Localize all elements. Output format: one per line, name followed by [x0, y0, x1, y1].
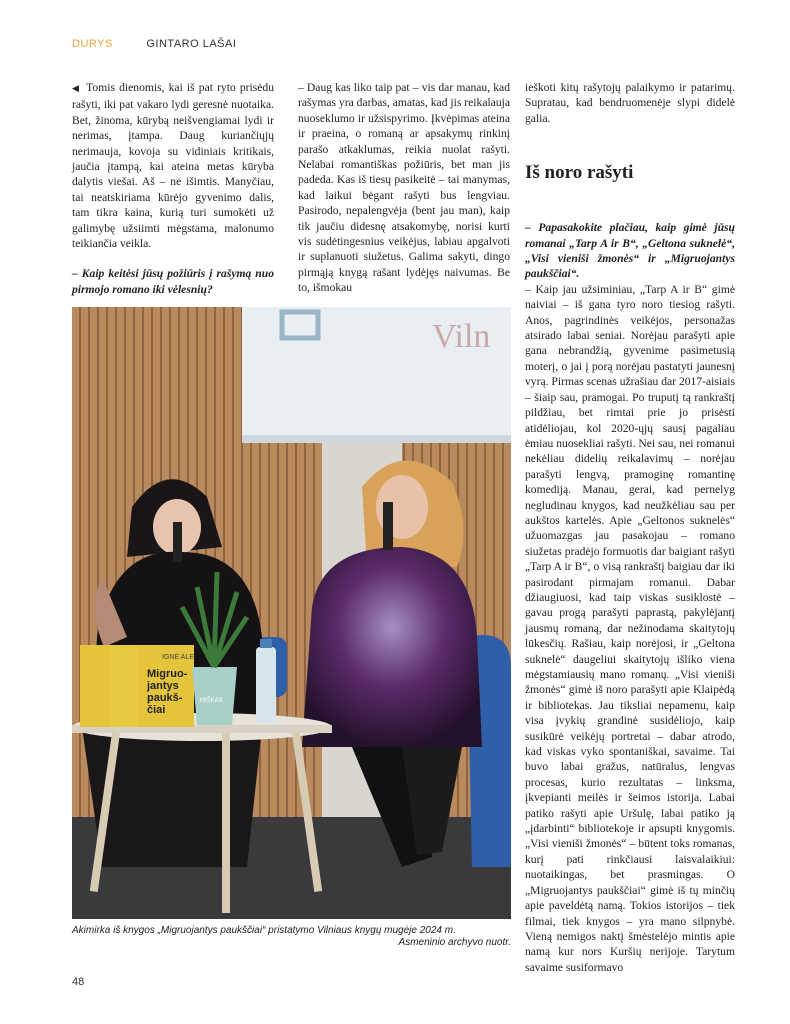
paragraph: ieškoti kitų rašytojų palaikymo ir patarimų. Supratau, kad bendruomenėje slypi didelė galia. [525, 81, 735, 125]
interview-question: – Papasakokite plačiau, kaip gimė jūsų romanai „Tarp A ir B“, „Geltona suknelė“, „Visi vieniši žmonės“ ir „Migruojantys paukščiai“. [525, 221, 735, 281]
section-label: DURYS [72, 38, 113, 50]
page-number: 48 [72, 976, 85, 988]
column-2 [298, 80, 510, 296]
paragraph: – Kaip jau užsiminiau, „Tarp A ir B“ gimė naiviai – iš gana tyro noro tiesiog rašyti. Anos, pagrindinės veikėjos, personažas atsirado labai seniai. Norėjau parašyti apie gana nebrandžią, gyvenime pasimetusią moterį, o jai į porą norėjau pastatyti jaunesnį vyrą. Pirmas scenas užrašiau dar 2017-aisiais – šiaip sau, pramogai. Po truputį tą rankraštį pildžiau, bet rimtai prie jo prisėsti atidėliojau, kol 2020-ųjų sausį pagaliau ėmiau nuosekliai rašyti. Nei sau, nei romanui nekėliau didelių reikalavimų – norėjau parašyti lengvą, pramoginę romantinę komediją. Manau, gerai, kad pernelyg negludinau knygos, kad neužkėliau sau per aukštos kartelės. Apie „Geltonos suknelės“ užuomazgas jau pasakojau – romano siužetas pradėjo formuotis dar baigiant rašyti „Tarp A ir B“, o visą rankraštį baigiau dar iki pasirodant pirmajam romanui. Dabar džiaugiuosi, kad taip viskas susiklostė – gavau progą parašyti paprastą, pakylėjantį jausmų romaną, dar nežinodama skaitytojų lūkesčių. Rašiau, kaip norėjosi, ir „Geltona suknelė“ daugeliui skaitytojų išliko viena mėgstamiausių mano romanų. „Visi vieniši žmonės“ gimė iš noro parašyti apie Klaipėdą ir bibliotekas. Jau tiksliai nepamenu, kaip visa įvykių grandinė susidėliojo, kaip susikūrė veikėjų portretai – dabar atrodo, kad viskas vyko spontaniškai, savaime. Tai buvo labai gražus, natūralus, lengvas procesas, kurio rezultatas – linksma, įkvepianti meilės ir šeimos istorija. Labai patiko rašyti apie Uršulę, labai patiko ją „įdarbinti“ bibliotekoje ir apsupti knygomis. „Visi vieniši žmonės“ – būtent toks romanas, kurį pati rinkčiausi laisvalaikiui: nuotaikingas, bet prasmingas. O „Migruojantys paukščiai“ gimė iš tų minčių apie paveldėtą namą. Tokios istorijos – tiek filmai, tiek knygos – yra mano silpnybė. Vieną nemigos naktį šmėstelėjo mintis apie namą kur nors Kuršių nerijoje. Tarytum savaime susiformavo [525, 282, 735, 974]
book-author: IGNĖ ALE [162, 654, 194, 661]
photo-caption [72, 925, 511, 949]
vase-text: MIŠKAS [200, 698, 223, 704]
author-label: GINTARO LAŠAI [146, 38, 237, 50]
paragraph: – Daug kas liko taip pat – vis dar manau, kad rašymas yra darbas, amatas, kad jis reikalauja nuoseklumo ir užsispyrimo. Įkvėpimas ateina ir praeina, o romaną ar apsakymų rinkinį parašo atkaklumas, reikia nuolat rašyti. Nelabai romantiškas požiūris, bet man jis padeda. Kas iš tiesų pasikeitė – tai manymas, kad laikui bėgant rašyti bus lengviau. Pasirodo, nepalengvėja (bent jau man), kaip tik jaučiu didesnę atsakomybę, norisi kurti vis sudėtingesnius veikėjus, labiau apgalvoti ir suplanuoti siužetus. Galima sakyti, dingo pirmąją knygą rašant lydėjęs naivumas. Be to, išmokau [298, 81, 510, 295]
interview-question: – Kaip keitėsi jūsų požiūris į rašymą nuo pirmojo romano iki vėlesnių? [72, 267, 274, 296]
paragraph-text: Tomis dienomis, kai iš pat ryto prisėdu rašyti, iki pat vakaro lydi geresnė nuotaika. Bet, žinoma, kūrybą neišvengiamai lydi ir nerimas, įtampa. Daug kuriančiųjų nerimauja, kovoja su vidiniais kritikais, jaučia įtampą, kai ateina metas kūryba dalytis viešai. Aš – ne išimtis. Manyčiau, tai neatskiriama kūrėjo gyvenimo dalis, tam tikra kaina, kurią turi sumokėti už galimybę užsiimti mėgstama, malonumo teikiančia veikla. [72, 81, 275, 251]
book-title-line: Migruo- [147, 668, 188, 680]
column-3 [525, 80, 735, 975]
book-title-line: jantys [147, 680, 179, 692]
column-1 [72, 80, 274, 297]
running-header [72, 38, 236, 50]
section-heading: Iš noro rašyti [525, 162, 634, 184]
screen-text: Viln [432, 318, 491, 355]
event-photo [72, 307, 511, 919]
book-title-line: paukš- [147, 692, 183, 704]
caption-text: Akimirka iš knygos „Migruojantys paukščiai“ pristatymo Vilniaus knygų mugėje 2024 m. [72, 925, 456, 936]
triangle-left-icon: ◀ [72, 84, 81, 94]
paragraph [72, 80, 274, 251]
photo-credit: Asmeninio archyvo nuotr. [398, 937, 511, 948]
book-title-line: čiai [147, 704, 166, 716]
